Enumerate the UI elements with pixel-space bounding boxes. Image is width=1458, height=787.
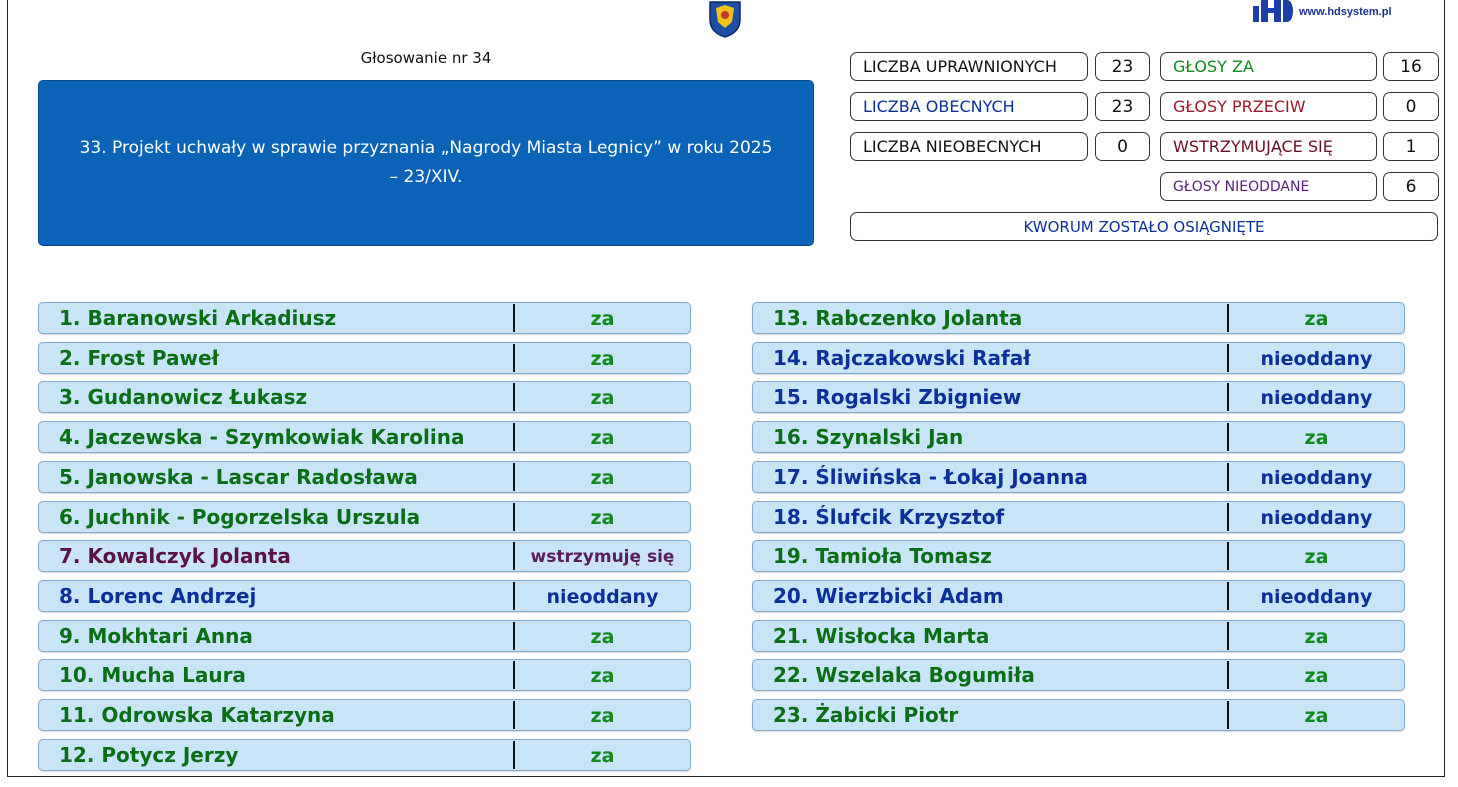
councillor-vote: za	[590, 387, 615, 410]
stat-nieoddane-value: 6	[1383, 172, 1439, 201]
councillor-row	[38, 421, 691, 453]
councillor-name: 1. Baranowski Arkadiusz	[59, 306, 337, 330]
councillor-vote: nieoddany	[1260, 585, 1373, 608]
councillor-vote: za	[590, 466, 615, 489]
councillor-name: 10. Mucha Laura	[59, 663, 246, 688]
city-crest-logo	[708, 0, 742, 38]
stat-nieoddane-label: GŁOSY NIEODDANE	[1160, 172, 1377, 201]
stat-za-label: GŁOSY ZA	[1160, 52, 1377, 81]
councillor-vote: za	[590, 427, 615, 450]
councillor-name: 21. Wisłocka Marta	[773, 623, 990, 648]
councillor-row	[752, 342, 1405, 374]
councillor-vote: za	[1304, 625, 1329, 648]
stat-wstrzymujace-value: 1	[1383, 132, 1439, 161]
councillor-row	[38, 580, 691, 612]
councillor-row	[752, 540, 1405, 572]
councillor-vote: za	[1304, 665, 1329, 688]
councillor-name: 14. Rajczakowski Rafał	[773, 345, 1031, 370]
councillor-vote: za	[590, 705, 615, 727]
councillor-row	[752, 699, 1405, 731]
councillor-name: 2. Frost Paweł	[59, 345, 219, 370]
stat-uprawnionych-value: 23	[1095, 52, 1150, 81]
councillor-vote: za	[1304, 546, 1329, 569]
councillor-vote: wstrzymuję się	[530, 547, 675, 568]
councillor-vote: nieoddany	[1260, 347, 1373, 370]
councillor-row	[38, 739, 691, 771]
councillor-vote: za	[590, 506, 615, 529]
councillor-row	[38, 620, 691, 652]
councillor-row	[752, 580, 1405, 612]
councillor-name: 5. Janowska - Lascar Radosława	[59, 464, 418, 489]
stat-za-value: 16	[1383, 52, 1439, 81]
stat-obecnych-label: LICZBA OBECNYCH	[850, 92, 1088, 121]
councillor-name: 16. Szynalski Jan	[773, 425, 964, 450]
councillor-row	[38, 461, 691, 493]
councillor-row	[752, 659, 1405, 691]
councillor-name: 6. Juchnik - Pogorzelska Urszula	[59, 504, 421, 529]
councillor-name: 23. Żabicki Piotr	[773, 703, 959, 727]
councillor-row	[752, 501, 1405, 533]
stat-nieobecnych-label: LICZBA NIEOBECNYCH	[850, 132, 1088, 161]
councillor-vote: za	[1304, 427, 1329, 450]
hdsystem-logo	[1253, 0, 1423, 26]
vote-number-title: Głosowanie nr 34	[360, 49, 492, 67]
stat-przeciw-value: 0	[1383, 92, 1439, 121]
stat-wstrzymujace-label: WSTRZYMUJĄCE SIĘ	[1160, 132, 1377, 161]
councillor-row	[38, 342, 691, 374]
councillor-name: 4. Jaczewska - Szymkowiak Karolina	[59, 425, 465, 450]
councillor-vote: za	[590, 347, 615, 370]
stat-obecnych-value: 23	[1095, 92, 1150, 121]
councillor-name: 13. Rabczenko Jolanta	[773, 306, 1023, 330]
councillor-row	[38, 501, 691, 533]
councillor-name: 19. Tamioła Tomasz	[773, 544, 992, 569]
councillor-name: 9. Mokhtari Anna	[59, 623, 253, 648]
councillor-vote: za	[590, 744, 615, 767]
councillor-row	[752, 461, 1405, 493]
councillor-row	[752, 302, 1405, 334]
resolution-topic-box	[38, 80, 814, 246]
councillor-row	[752, 421, 1405, 453]
councillor-row	[38, 699, 691, 731]
councillor-name: 7. Kowalczyk Jolanta	[59, 544, 291, 569]
stat-nieobecnych-value: 0	[1095, 132, 1150, 161]
councillor-vote: za	[590, 625, 615, 648]
councillor-vote: za	[1304, 308, 1329, 330]
councillor-name: 22. Wszelaka Bogumiła	[773, 663, 1035, 688]
topic-line-1: 33. Projekt uchwały w sprawie przyznania „Nagrody Miasta Legnicy” w roku 2025	[79, 138, 773, 158]
councillor-name: 20. Wierzbicki Adam	[773, 583, 1004, 608]
councillor-row	[38, 540, 691, 572]
stat-przeciw-label: GŁOSY PRZECIW	[1160, 92, 1377, 121]
councillor-name: 3. Gudanowicz Łukasz	[59, 385, 308, 410]
councillor-row	[752, 620, 1405, 652]
councillor-vote: nieoddany	[546, 585, 659, 608]
councillor-vote: nieoddany	[1260, 466, 1373, 489]
councillor-vote: nieoddany	[1260, 387, 1373, 410]
councillor-row	[38, 381, 691, 413]
logo-url-text: www.hdsystem.pl	[1299, 6, 1392, 18]
stat-uprawnionych-label: LICZBA UPRAWNIONYCH	[850, 52, 1088, 81]
councillor-name: 18. Ślufcik Krzysztof	[773, 504, 1005, 529]
councillor-vote: za	[590, 665, 615, 688]
councillor-name: 8. Lorenc Andrzej	[59, 583, 257, 608]
councillor-row	[38, 302, 691, 334]
councillor-row	[752, 381, 1405, 413]
councillor-vote: nieoddany	[1260, 506, 1373, 529]
councillor-vote: za	[1304, 705, 1329, 727]
topic-line-2: – 23/XIV.	[389, 167, 463, 187]
councillor-row	[38, 659, 691, 691]
quorum-status: KWORUM ZOSTAŁO OSIĄGNIĘTE	[850, 212, 1438, 241]
councillor-vote: za	[590, 308, 615, 330]
councillor-name: 11. Odrowska Katarzyna	[59, 703, 335, 727]
councillor-name: 12. Potycz Jerzy	[59, 742, 239, 767]
councillor-name: 15. Rogalski Zbigniew	[773, 385, 1022, 410]
councillor-name: 17. Śliwińska - Łokaj Joanna	[773, 464, 1088, 489]
